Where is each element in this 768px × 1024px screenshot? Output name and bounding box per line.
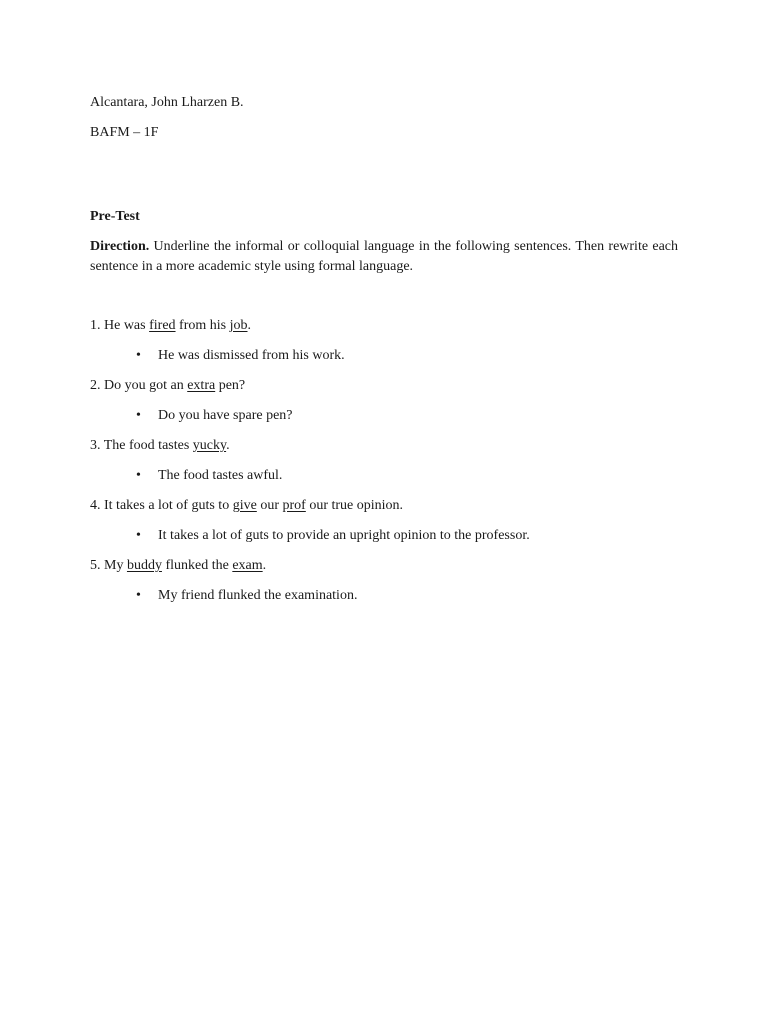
exercise-item	[90, 557, 678, 575]
answer-text: Do you have spare pen?	[158, 408, 293, 423]
sentence-text: .	[247, 318, 251, 333]
answer-item	[90, 467, 678, 485]
sentence-text: My	[104, 558, 127, 573]
sentence-text: .	[262, 558, 267, 573]
answer-item	[90, 347, 678, 365]
direction-label: Direction.	[90, 239, 150, 254]
underlined-word: fired	[149, 318, 176, 333]
bullet-icon: •	[136, 348, 141, 363]
sentence-text: .	[226, 438, 230, 453]
bullet-icon: •	[136, 468, 141, 483]
sentence-text: He was	[104, 318, 150, 333]
document-page	[90, 94, 678, 617]
exercise-item	[90, 317, 678, 335]
underlined-word: give	[232, 498, 257, 513]
exercise-item	[90, 497, 678, 515]
underlined-word: job	[229, 318, 248, 333]
underlined-word: prof	[282, 498, 306, 513]
answer-text: It takes a lot of guts to provide an upright opinion to the professor.	[158, 528, 530, 543]
underlined-word: exam	[232, 558, 263, 573]
answer-item	[90, 407, 678, 425]
underlined-word: extra	[187, 378, 216, 393]
answer-text: The food tastes awful.	[158, 468, 283, 483]
exercise-item	[90, 377, 678, 395]
sentence-text: our	[256, 498, 283, 513]
answer-text: My friend flunked the examination.	[158, 588, 358, 603]
answer-text: He was dismissed from his work.	[158, 348, 345, 363]
sentence-text: from his	[175, 318, 230, 333]
sentence-text: It takes a lot of guts to	[104, 498, 233, 513]
answer-item	[90, 587, 678, 605]
bullet-icon: •	[136, 528, 141, 543]
exercise-item	[90, 437, 678, 455]
student-section: BAFM – 1F	[90, 125, 159, 140]
direction-text: Underline the informal or colloquial language in the following sentences. Then rewrite each sentence in a more academic style using formal language.	[90, 239, 678, 274]
sentence-text: Do you got an	[104, 378, 188, 393]
bullet-icon: •	[136, 588, 141, 603]
item-number: 4.	[90, 498, 104, 513]
direction-paragraph	[90, 237, 678, 277]
exercise-list	[90, 317, 678, 605]
test-title: Pre-Test	[90, 209, 140, 224]
item-number: 5.	[90, 558, 104, 573]
answer-item	[90, 527, 678, 545]
item-number: 2.	[90, 378, 104, 393]
sentence-text: The food tastes	[103, 438, 193, 453]
sentence-text: our true opinion.	[305, 498, 404, 513]
underlined-word: buddy	[126, 558, 162, 573]
item-number: 3.	[90, 438, 104, 453]
item-number: 1.	[90, 318, 104, 333]
student-name: Alcantara, John Lharzen B.	[90, 95, 244, 110]
bullet-icon: •	[136, 408, 141, 423]
sentence-text: flunked the	[161, 558, 233, 573]
sentence-text: pen?	[215, 378, 246, 393]
underlined-word: yucky	[192, 438, 227, 453]
